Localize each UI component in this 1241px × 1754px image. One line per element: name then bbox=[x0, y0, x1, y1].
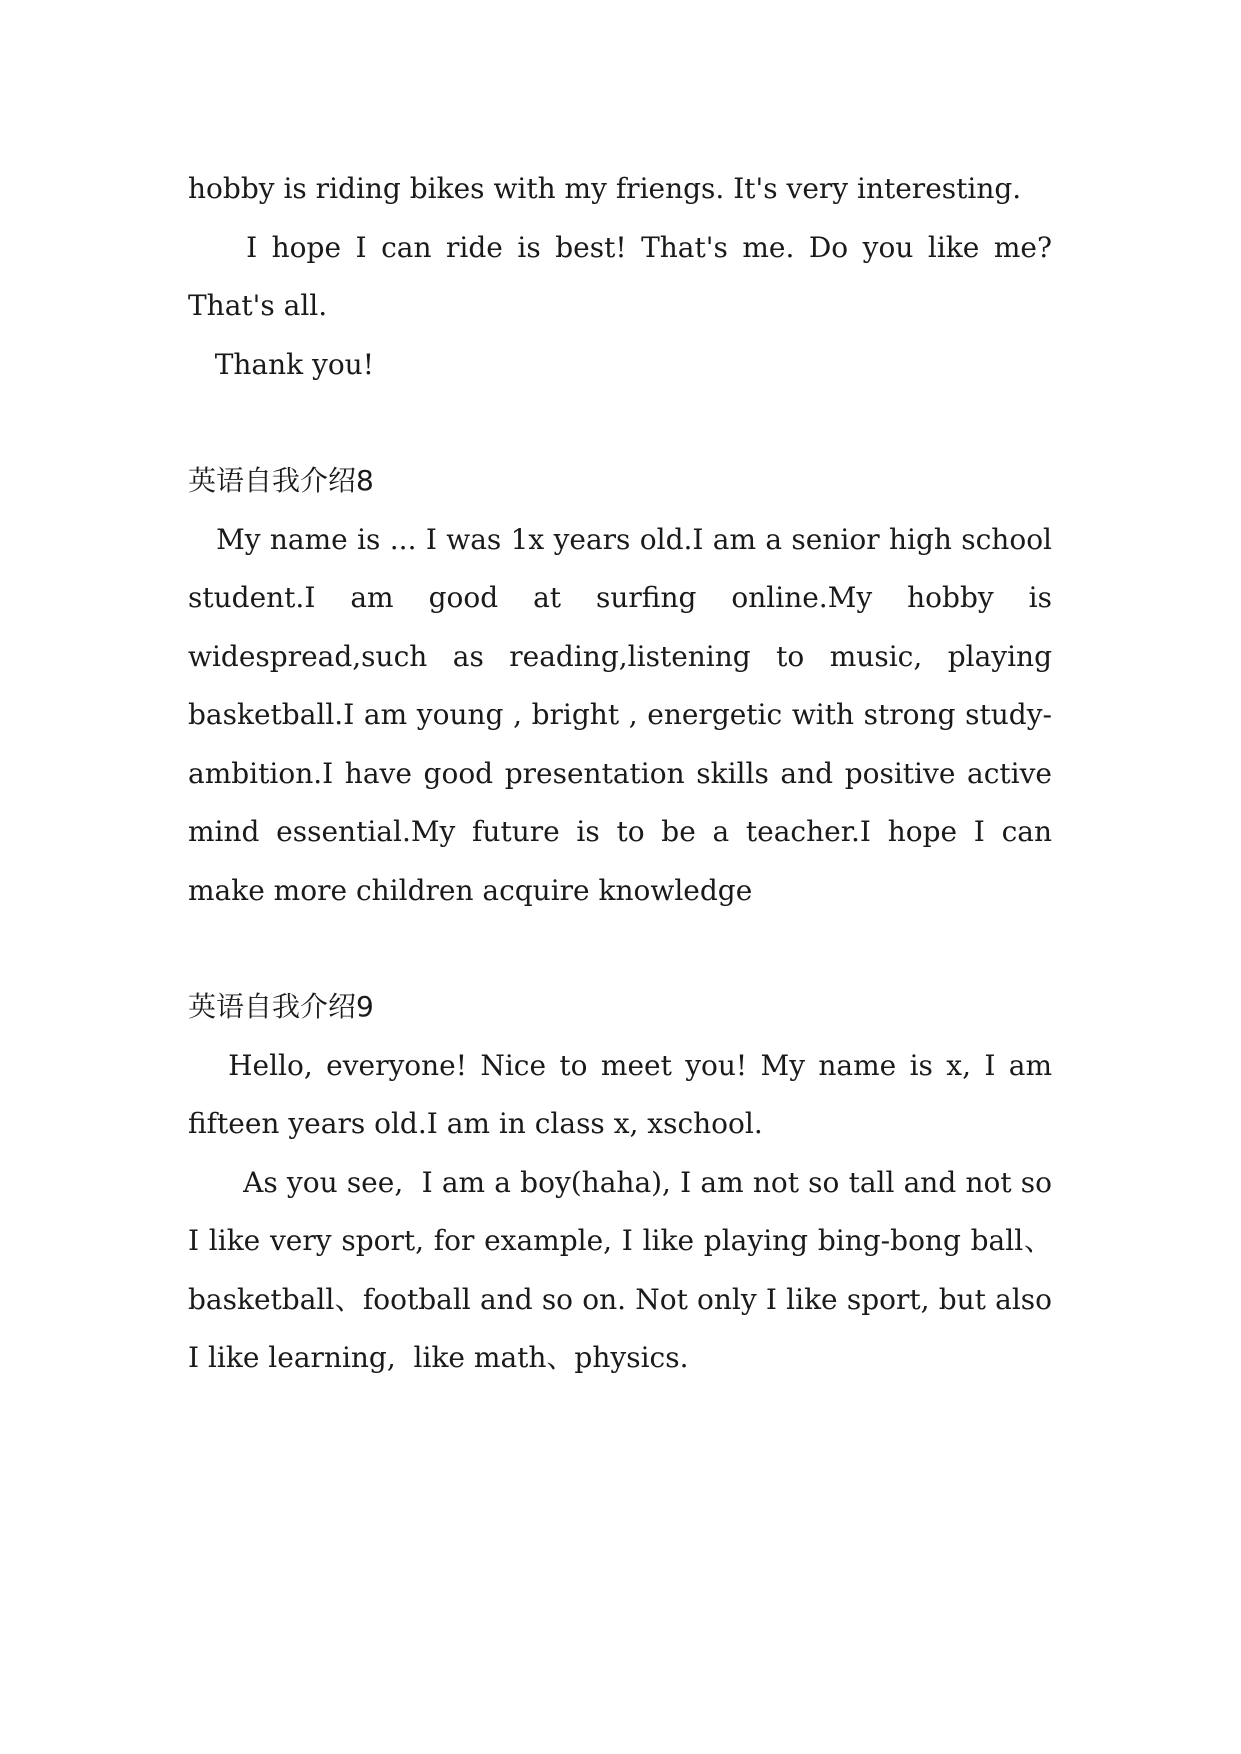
section-heading-8: 英语自我介绍8 bbox=[188, 464, 374, 497]
paragraph-intro-9-greeting: Hello, everyone! Nice to meet you! My name is x, I am fifteen years old.I am in class x, xschool. bbox=[188, 1048, 1061, 1140]
paragraph-hobby: hobby is riding bikes with my friengs. It's very interesting. bbox=[188, 172, 1022, 205]
section-gap bbox=[188, 394, 1052, 452]
section-gap bbox=[188, 920, 1052, 978]
paragraph-intro-9-body: As you see, I am a boy(haha), I am not so tall and not so I like very sport, for example, I like playing bing-bong ball、basketball、football and so on. Not only I like sport, but also I like learning, like math、physics. bbox=[188, 1165, 1061, 1374]
paragraph-thanks: Thank you! bbox=[214, 347, 374, 381]
paragraph-hope: I hope I can ride is best! That's me. Do you like me? That's all. bbox=[188, 230, 1061, 322]
paragraph-intro-8: My name is ... I was 1x years old.I am a senior high school student.I am good at surfing online.My hobby is widespread,such as reading,listening to music, playing basketball.I am young , bright , energetic with strong study-ambition.I have good presentation skills and positive active mind essential.My future is to be a teacher.I hope I can make more children acquire knowledge bbox=[188, 522, 1061, 907]
document-page bbox=[188, 160, 1061, 1388]
section-heading-9: 英语自我介绍9 bbox=[188, 990, 374, 1023]
